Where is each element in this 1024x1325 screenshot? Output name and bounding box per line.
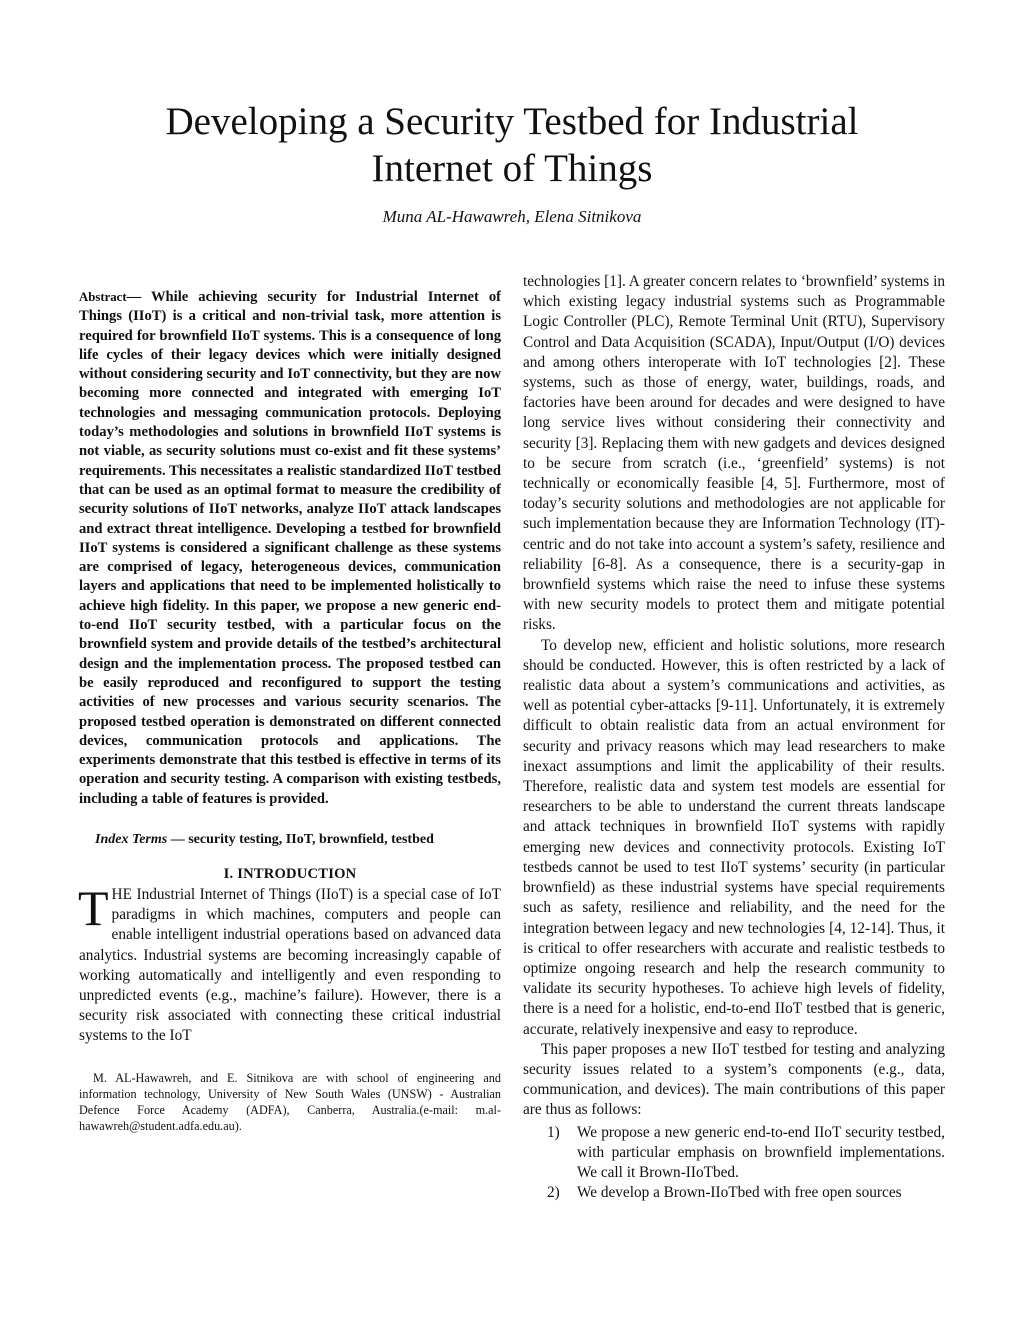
section-heading-introduction: I. INTRODUCTION [223,866,357,883]
list-item-number: 2) [547,1184,560,1202]
intro-paragraph-3: This paper proposes a new IIoT testbed for testing and analyzing security issues related to a system’s components (e.g., data, communication, and devices). The main contributions of this paper are thus as follows: [523,1040,945,1119]
intro-paragraph-1-text: HE Industrial Internet of Things (IIoT) is a special case of IoT paradigms in which machines, computers and people can enable intelligent industrial operations based on advanced data analytics. Industrial systems are becoming increasingly capable of working automatically and intelligently and even responding to unpredicted events (e.g., machine’s failure). However, there is a security risk associated with connecting these critical industrial systems to the IoT [79,886,501,1045]
author-footnote: M. AL-Hawawreh, and E. Sitnikova are with school of engineering and information technology, University of New South Wales (UNSW) - Australian Defence Force Academy (ADFA), Canberra, Australia.(e-mail: m.al-hawawreh@student.adfa.edu.au). [79,1070,501,1133]
paper-title [80,98,944,192]
intro-paragraph-2: To develop new, efficient and holistic solutions, more research should be conducted. However, this is often restricted by a lack of realistic data about a system’s communications and activities, as well as potential cyber-attacks [9-11]. Unfortunately, it is extremely difficult to obtain realistic data from an actual environment for security and privacy reasons which may lead researchers to make inexact assumptions and limit the applicability of their results. Therefore, realistic data and system test models are essential for researchers to be able to understand the current threats landscape and attack techniques in brownfield IIoT systems with rapidly emerging new devices and connectivity protocols. Existing IoT testbeds cannot be used to test IIoT systems’ security (in particular brownfield) as these industrial systems have special requirements such as safety, resilience and reliability, and the need for the integration between legacy and new technologies [4, 12-14]. Thus, it is critical to offer researchers with accurate and realistic testbeds to optimize ongoing research and help the research community to validate its security hypotheses. To achieve high levels of fidelity, there is a need for a holistic, end-to-end IIoT testbed that is generic, accurate, relatively inexpensive and easy to reproduce. [523,636,945,1038]
list-item-text: We develop a Brown-IIoTbed with free open sources [577,1184,902,1202]
list-item-text: We propose a new generic end-to-end IIoT security testbed, with particular emphasis on brownfield implementations. We call it Brown-IIoTbed. [577,1123,945,1181]
contributions-list [523,1123,945,1204]
abstract-text: — While achieving security for Industrial Internet of Things (IIoT) is a critical and non-trivial task, more attention is required for brownfield IIoT systems. This is a consequence of long life cycles of their legacy devices which were initially designed without considering security and IoT connectivity, but they are now becoming more connected and integrated with emerging IoT technologies and messaging communication protocols. Deploying today’s methodologies and solutions in brownfield IIoT systems is not viable, as security solutions must co-exist and fit these systems’ requirements. This necessitates a realistic standardized IIoT testbed that can be used as an optimal format to measure the credibility of security solutions of IIoT networks, analyze IIoT attack landscapes and extract threat intelligence. Developing a testbed for brownfield IIoT systems is considered a significant challenge as these systems are comprised of legacy, heterogeneous devices, communication layers and applications that need to be implemented holistically to achieve high fidelity. In this paper, we propose a new generic end-to-end IIoT security testbed, with a particular focus on the brownfield system and provide details of the testbed’s architectural design and the implementation process. The proposed testbed can be easily reproduced and reconfigured to support the testing activities of new processes and various security scenarios. The proposed testbed operation is demonstrated on different connected devices, communication protocols and applications. The experiments demonstrate that this testbed is effective in terms of its operation and security testing. A comparison with existing testbeds, including a table of features is provided. [79,289,501,807]
abstract [79,288,501,809]
intro-paragraph-1-continued: technologies [1]. A greater concern relates to ‘brownfield’ systems in which existing legacy industrial systems such as Programmable Logic Controller (PLC), Remote Terminal Unit (RTU), Supervisory Control and Data Acquisition (SCADA), Input/Output (I/O) devices and among others interoperate with IoT technologies [2]. These systems, such as those of energy, water, buildings, roads, and factories have been around for decades and were designed to have long service lives without considering their connectivity and security [3]. Replacing them with new gadgets and devices designed to be secure from scratch (i.e., ‘greenfield’ systems) is not technically or economically feasible [4, 5]. Furthermore, most of today’s security solutions and methodologies are not applicable for such implementation because they are Information Technology (IT)-centric and do not take into account a system’s safety, resilience and reliability [6-8]. As a consequence, there is a security-gap in brownfield systems which raise the need to infuse these systems with new security models to protect them and mitigate potential risks. [523,273,945,634]
index-terms-label: Index Terms [95,832,168,848]
title-line-1: Developing a Security Testbed for Industrial [165,100,859,143]
author-list: Muna AL-Hawawreh, Elena Sitnikova [382,207,642,226]
right-column [523,272,945,1203]
index-terms [95,832,501,848]
left-column [79,288,501,1134]
drop-cap: T [78,880,109,937]
index-terms-text: — security testing, IIoT, brownfield, testbed [167,832,434,848]
intro-paragraph-1 [78,880,501,1047]
list-item [523,1183,945,1203]
abstract-label: Abstract [79,290,127,304]
list-item [523,1123,945,1184]
list-item-number: 1) [547,1123,560,1141]
title-line-2: Internet of Things [371,147,653,190]
